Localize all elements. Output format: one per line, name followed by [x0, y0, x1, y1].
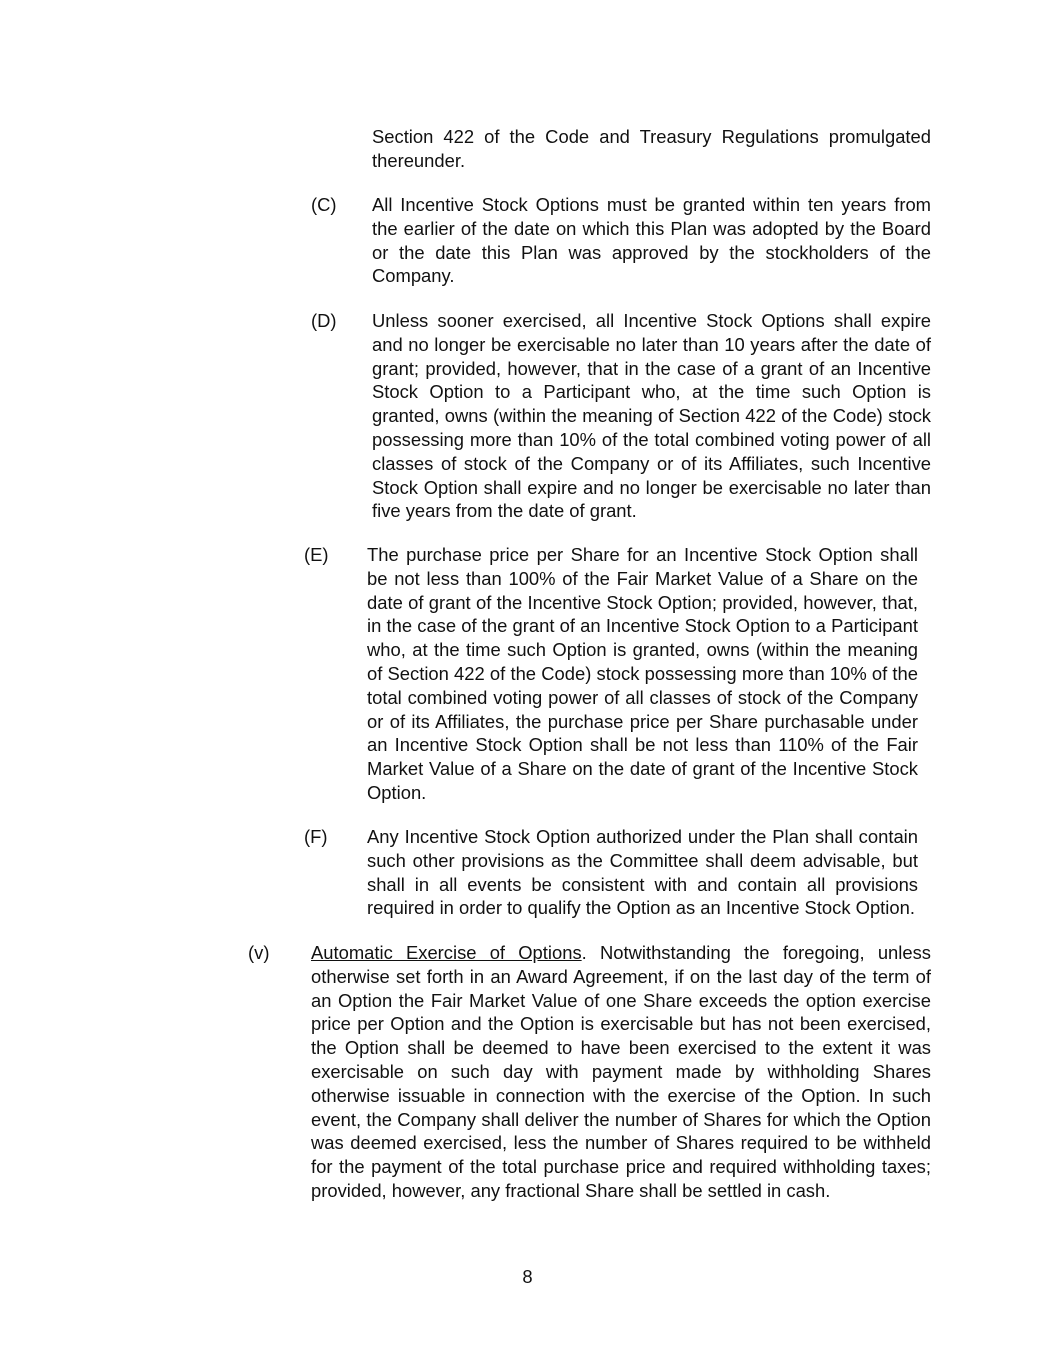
section-v-paragraph — [311, 941, 931, 1203]
item-f-text: Any Incentive Stock Option authorized under the Plan shall contain such other provisions as the Committee shall deem advisable, but shall in all events be consistent with and contain all provisions required in order to qualify the Option as an Incentive Stock Option. — [367, 826, 918, 919]
section-v-body — [311, 941, 931, 1203]
continuation-text: Section 422 of the Code and Treasury Regulations promulgated thereunder. — [372, 126, 931, 171]
item-f-label: (F) — [304, 826, 328, 847]
item-c-paragraph — [372, 193, 931, 288]
item-d-text: Unless sooner exercised, all Incentive Stock Options shall expire and no longer be exercisable no later than 10 years after the date of grant; provided, however, that in the case of a grant of an Incentive Stock Option to a Participant who, at the time such Option is granted, owns (within the meaning of Section 422 of the Code) stock possessing more than 10% of the total combined voting power of all classes of stock of the Company or of its Affiliates, such Incentive Stock Option shall expire and no longer be exercisable no later than five years from the date of grant. — [372, 310, 931, 522]
section-v-label: (v) — [248, 942, 270, 963]
item-f-paragraph — [367, 825, 918, 920]
item-e-text: The purchase price per Share for an Incentive Stock Option shall be not less than 100% of the Fair Market Value of a Share on the date of grant of the Incentive Stock Option; provided, however, that, in the case of the grant of an Incentive Stock Option to a Participant who, at the time such Option is granted, owns (within the meaning of Section 422 of the Code) stock possessing more than 10% of the total combined voting power of all classes of stock of the Company or of its Affiliates, the purchase price per Share purchasable under an Incentive Stock Option shall be not less than 110% of the Fair Market Value of a Share on the date of grant of the Incentive Stock Option. — [367, 544, 918, 803]
section-v-heading-punct: . — [581, 942, 587, 963]
item-d-paragraph — [372, 309, 931, 523]
continuation-paragraph — [372, 125, 931, 173]
item-e-label: (E) — [304, 544, 329, 565]
item-c-label: (C) — [311, 194, 337, 215]
page-number: 8 — [522, 1266, 533, 1287]
section-v-heading: Automatic Exercise of Options — [311, 942, 582, 963]
section-v-text: Notwithstanding the foregoing, unless otherwise set forth in an Award Agreement, if on the last day of the term of an Option the Fair Market Value of one Share exceeds the option exercise price per Option and the Option is exercisable but has not been exercised, the Option shall be deemed to have been exercised to the extent it was exercisable on such day with payment made by withholding Shares otherwise issuable in connection with the exercise of the Option. In such event, the Company shall deliver the number of Shares for which the Option was deemed exercised, less the number of Shares required to be withheld for the payment of the total purchase price and required withholding taxes; provided, however, any fractional Share shall be settled in cash. — [311, 942, 931, 1201]
item-c-text: All Incentive Stock Options must be granted within ten years from the earlier of the date on which this Plan was adopted by the Board or the date this Plan was approved by the stockholders of the Company. — [372, 194, 931, 287]
item-d-label: (D) — [311, 310, 337, 331]
item-e-paragraph — [367, 543, 918, 805]
